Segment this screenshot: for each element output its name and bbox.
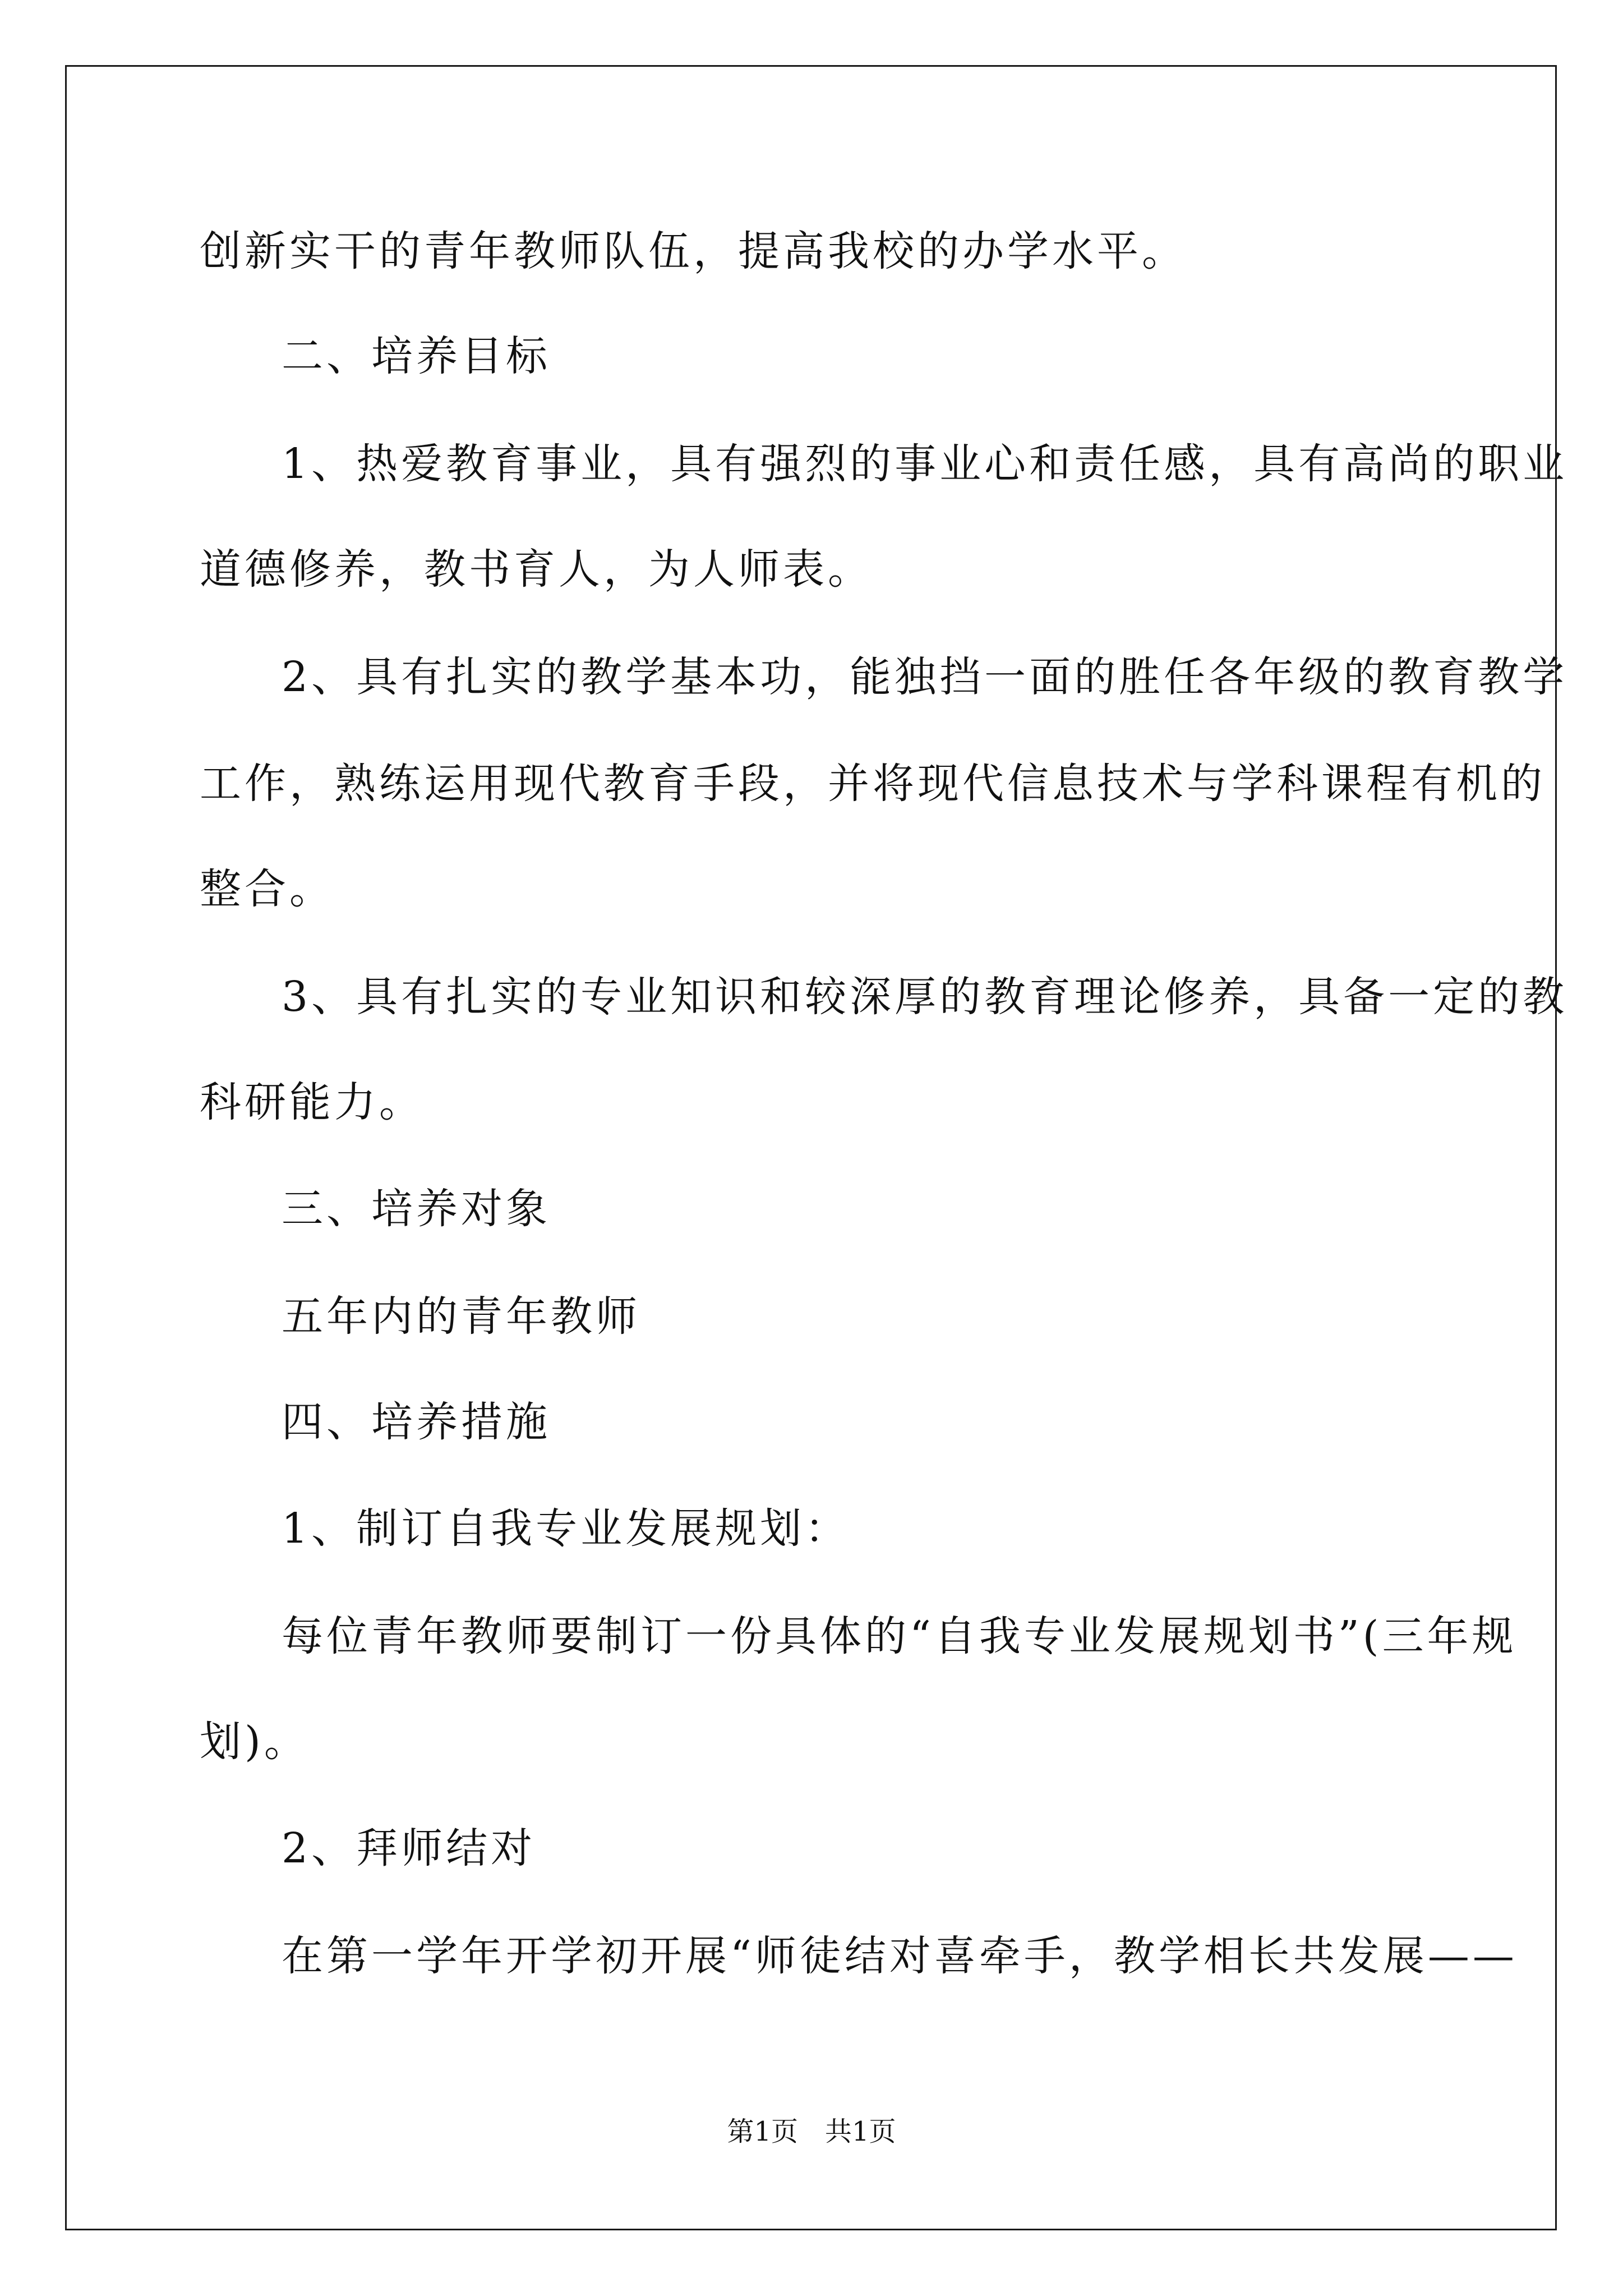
- measure-1-line-2: 划)。: [200, 1718, 309, 1766]
- targets-text: 五年内的青年教师: [282, 1292, 640, 1341]
- goal-2-line-2: 工作，熟练运用现代教育手段，并将现代信息技术与学科课程有机的: [200, 760, 1546, 808]
- measure-2-heading: 2、拜师结对: [282, 1824, 536, 1872]
- section-heading-training-goals: 二、培养目标: [282, 332, 551, 380]
- goal-2-line-3: 整合。: [200, 865, 334, 913]
- goal-3-line-1: 3、具有扎实的专业知识和较深厚的教育理论修养，具备一定的教: [282, 973, 1568, 1021]
- page-border: [65, 65, 1568, 2230]
- measure-1-heading: 1、制订自我专业发展规划：: [282, 1504, 850, 1553]
- section-heading-training-measures: 四、培养措施: [282, 1398, 551, 1446]
- section-heading-training-targets: 三、培养对象: [282, 1185, 551, 1233]
- goal-2-line-1: 2、具有扎实的教学基本功，能独挡一面的胜任各年级的教育教学: [282, 653, 1568, 701]
- measure-1-line-1: 每位青年教师要制订一份具体的“自我专业发展规划书”(三年规: [282, 1612, 1517, 1660]
- goal-1-line-2: 道德修养，教书育人，为人师表。: [200, 545, 873, 593]
- body-line-1: 创新实干的青年教师队伍，提高我校的办学水平。: [200, 227, 1187, 275]
- page-footer: 第1页 共1页: [727, 2116, 896, 2147]
- goal-1-line-1: 1、热爱教育事业，具有强烈的事业心和责任感，具有高尚的职业: [282, 440, 1568, 488]
- measure-2-line-1: 在第一学年开学初开展“师徒结对喜牵手，教学相长共发展——: [282, 1932, 1518, 1980]
- goal-3-line-2: 科研能力。: [200, 1078, 424, 1126]
